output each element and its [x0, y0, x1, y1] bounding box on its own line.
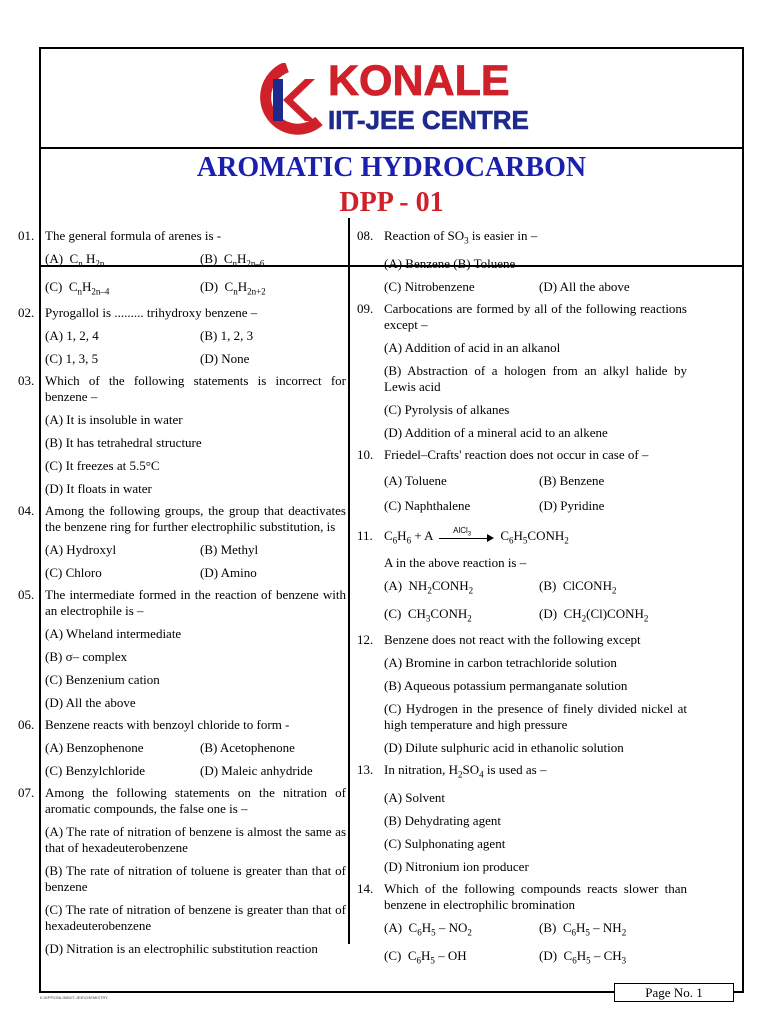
q03-option-a: (A) It is insoluble in water [45, 412, 183, 428]
q06-options-ab: (A) Benzophenone (B) Acetophenone [45, 740, 295, 756]
q01-option-a: (A) $C_n$ $H_{2n}$ [45, 251, 105, 269]
reaction-arrow-icon: AlCl$_3$ [439, 531, 494, 543]
brand-subtitle: IIT-JEE CENTRE [328, 105, 529, 135]
konale-logo-icon [247, 63, 327, 135]
footer-file-path: K:\DPP\ONLINE\IIT-JEE\CHEMISTRY [40, 995, 108, 1000]
q13-option-a: (A) Solvent [384, 789, 446, 805]
question-10: 10. Friedel–Crafts' reaction does not occur in case of – [357, 446, 649, 462]
q01-options-cd [45, 279, 346, 300]
q05-option-b: (B) σ– complex [45, 649, 128, 665]
q05-option-c: (C) Benzenium cation [45, 672, 160, 688]
question-12: 12. Benzene does not react with the following except [357, 632, 641, 648]
q03-option-d: (D) It floats in water [45, 481, 152, 497]
q11-reaction: $C_6H_6 + A$ AlCl$_3$ $C_6H_5CONH_2$ [384, 525, 569, 546]
question-14: 14. Which of the following compounds reacts slower than benzene in electrophilic bromination [357, 880, 687, 912]
page-title: AROMATIC HYDROCARBON [196, 152, 587, 183]
question-07: 07. Among the following statements on the nitration of aromatic compounds, the false one is – [18, 785, 346, 817]
q12-option-d: (D) Dilute sulphuric acid in ethanolic solution [384, 740, 624, 756]
question-04: 04. Among the following groups, the group that deactivates the benzene ring for further electrophilic substitution, is [18, 503, 346, 535]
q04-options-cd: (C) Chloro (D) Amino [45, 565, 257, 581]
q01-option-d: (D) $C_nH_{2n+2}$ [200, 278, 266, 297]
page-subtitle: DPP - 01 [339, 187, 444, 218]
column-divider [348, 218, 350, 944]
left-column [18, 222, 346, 957]
q09-option-c: (C) Pyrolysis of alkanes [384, 401, 510, 417]
q10-options-ab: (A) Toluene (B) Benzene [384, 472, 605, 488]
q13-option-b: (B) Dehydrating agent [384, 812, 501, 828]
q13-option-c: (C) Sulphonating agent [384, 835, 506, 851]
q09-option-a: (A) Addition of acid in an alkanol [384, 339, 561, 355]
q03-option-c: (C) It freezes at 5.5°C [45, 458, 160, 474]
q13-option-d: (D) Nitronium ion producer [384, 858, 529, 874]
q07-option-b: (B) The rate of nitration of toluene is greater than that of benzene [45, 863, 346, 895]
q07-option-c: (C) The rate of nitration of benzene is greater than that of hexadeuterobenzene [45, 902, 346, 934]
q05-option-a: (A) Wheland intermediate [45, 626, 182, 642]
question-02: 02. Pyrogallol is ......... trihydroxy benzene – [18, 305, 258, 321]
question-06: 06. Benzene reacts with benzoyl chloride to form - [18, 717, 290, 733]
q11-options-ab: (A) $NH_2CONH_2$ (B) ClCONH$_2$ [384, 578, 617, 596]
q07-option-a: (A) The rate of nitration of benzene is almost the same as that of hexadeuterobenzene [45, 824, 346, 856]
q12-option-a: (A) Bromine in carbon tetrachloride solution [384, 655, 617, 671]
right-column [357, 222, 687, 968]
q05-option-d: (D) All the above [45, 695, 136, 711]
q01-option-c: (C) $C_nH_{2n-4}$ [45, 278, 110, 297]
question-01: 01. The general formula of arenes is - [18, 228, 222, 243]
question-08: 08. Reaction of $SO_3$ is easier in – [357, 228, 538, 246]
q12-option-c: (C) Hydrogen in the presence of finely divided nickel at high temperature and high pressure [384, 701, 687, 733]
q10-options-cd: (C) Naphthalene (D) Pyridine [384, 497, 605, 513]
q12-option-b: (B) Aqueous potassium permanganate solution [384, 678, 628, 694]
q01-option-b: (B) $C_nH_{2n-6}$ [200, 251, 265, 269]
q02-options-cd: (C) 1, 3, 5 (D) None [45, 351, 250, 367]
q11-options-cd: (C) $CH_3CONH_2$ (D) $CH_2(Cl)CONH_2$ [384, 605, 649, 624]
q09-option-d: (D) Addition of a mineral acid to an alkene [384, 424, 608, 440]
q03-option-b: (B) It has tetrahedral structure [45, 435, 202, 451]
q04-options-ab: (A) Hydroxyl (B) Methyl [45, 542, 259, 558]
q06-options-cd: (C) Benzylchloride (D) Maleic anhydride [45, 763, 313, 779]
q11-stem: A in the above reaction is – [384, 555, 527, 571]
question-11: 11. $C_6H_6 + A$ AlCl$_3$ $C_6H_5CONH_2$ [357, 528, 687, 549]
q09-option-b: (B) Abstraction of a hologen from an alkyl halide by Lewis acid [384, 362, 687, 394]
q02-options-ab: (A) 1, 2, 4 (B) 1, 2, 3 [45, 328, 254, 344]
question-13: 13. In nitration, $H_2SO_4$ is used as – [357, 762, 547, 780]
q07-option-d: (D) Nitration is an electrophilic substitution reaction [45, 941, 318, 957]
brand-name: KONALE [328, 57, 510, 105]
q01-options-ab [45, 251, 346, 272]
header-logo [41, 49, 742, 149]
q08-options-cd: (C) Nitrobenzene (D) All the above [384, 278, 630, 294]
question-03: 03. Which of the following statements is incorrect for benzene – [18, 373, 346, 405]
q14-options-ab: (A) $C_6H_5 - NO_2$ (B) $C_6H_5 - NH_2$ [384, 919, 627, 938]
question-05: 05. The intermediate formed in the reaction of benzene with an electrophile is – [18, 587, 346, 619]
q14-options-cd: (C) $C_6H_5$ – OH (D) $C_6H_5 - CH_3$ [384, 947, 627, 966]
q08-option-ab: (A) Benzene (B) Toluene [384, 255, 516, 271]
page-number: Page No. 1 [614, 983, 734, 1002]
question-09: 09. Carbocations are formed by all of the following reactions except – [357, 300, 687, 332]
